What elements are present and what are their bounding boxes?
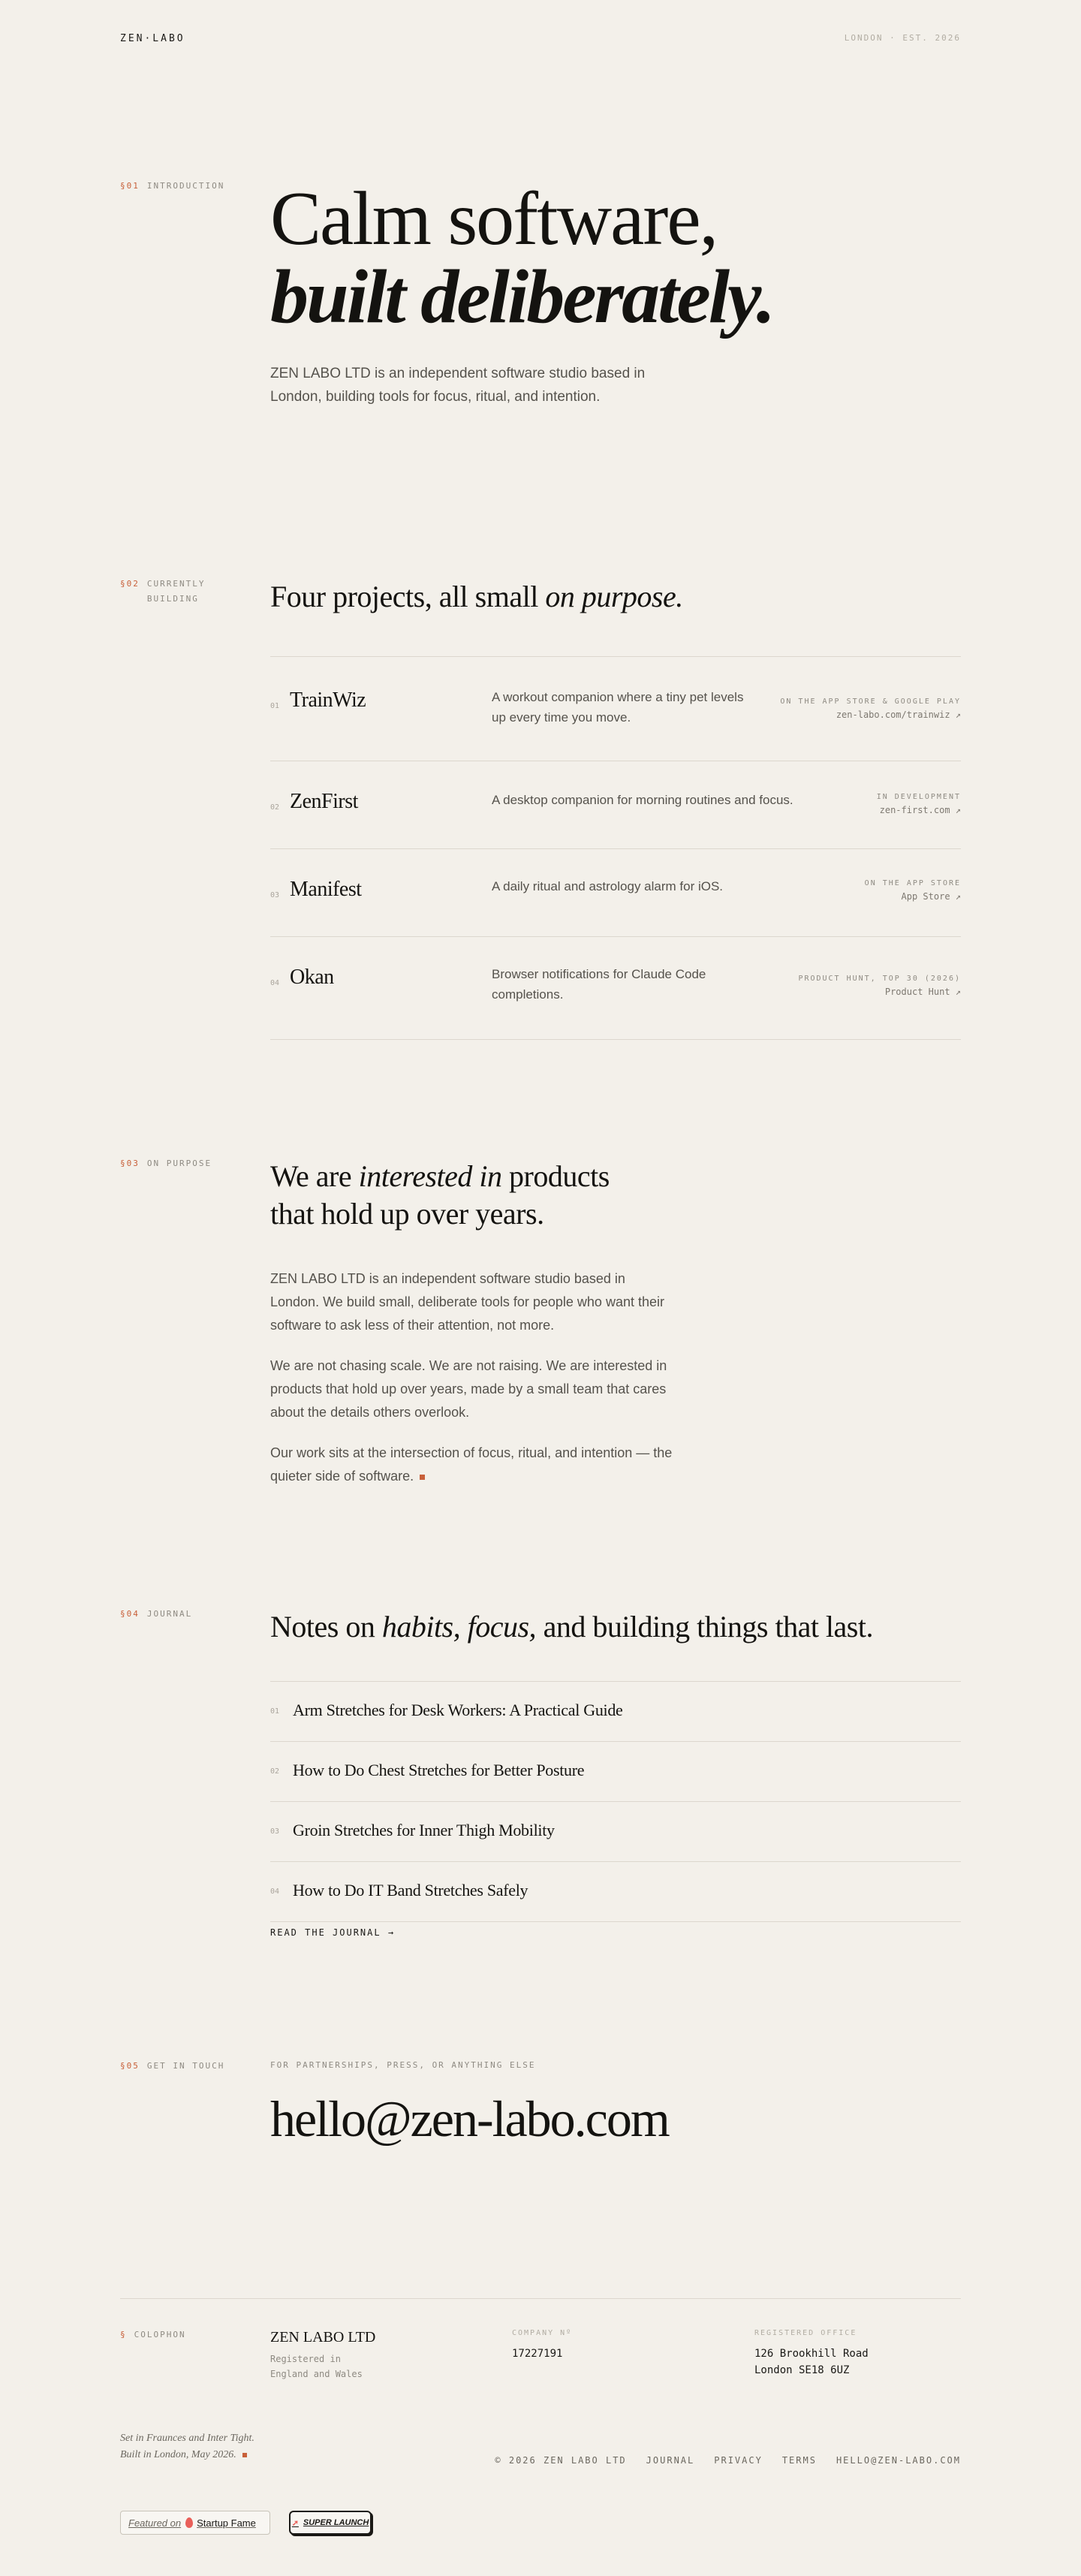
rocket-icon: ➚: [291, 2518, 299, 2528]
journal-item-title: How to Do IT Band Stretches Safely: [293, 1881, 528, 1900]
accent-dot: [242, 2453, 247, 2457]
badge-featured-text: Featured on: [128, 2517, 182, 2529]
office-line2: London SE18 6UZ: [754, 2364, 850, 2376]
project-link[interactable]: zen-first.com ↗: [879, 805, 961, 815]
project-status: ON THE APP STORE: [864, 879, 961, 887]
section-number: §02: [120, 579, 140, 589]
footer-link-journal[interactable]: JOURNAL: [646, 2455, 695, 2466]
section-label-text: INTRODUCTION: [146, 181, 225, 191]
purpose-paragraph-3-text: Our work sits at the intersection of focus, ritual, and intention — the quieter side of software.: [270, 1445, 673, 1484]
journal-list: [270, 1681, 961, 1922]
super-launch-badge[interactable]: [289, 2511, 372, 2535]
footer-link-email[interactable]: HELLO@ZEN-LABO.COM: [836, 2455, 961, 2466]
colophon-note: [120, 2430, 254, 2463]
purpose-title-b: products: [501, 1159, 610, 1193]
section-label-text: ON PURPOSE: [146, 1158, 212, 1168]
section-label-colophon: [120, 2327, 186, 2343]
project-name: Okan: [290, 966, 334, 989]
hero-subtitle: ZEN LABO LTD is an independent software studio based in London, building tools for focus, ritual, and intention.: [270, 366, 646, 405]
footer-link-privacy[interactable]: PRIVACY: [714, 2455, 763, 2466]
est-label: LONDON · EST. 2026: [844, 33, 961, 43]
project-row-trainwiz[interactable]: [270, 657, 961, 761]
project-name: ZenFirst: [290, 790, 358, 813]
project-link[interactable]: zen-labo.com/trainwiz ↗: [836, 710, 961, 720]
journal-item-title: Groin Stretches for Inner Thigh Mobility: [293, 1821, 555, 1839]
project-number: 02: [270, 803, 280, 812]
hero-title-line2: built deliberately.: [270, 255, 774, 339]
journal-item-title: Arm Stretches for Desk Workers: A Practical Guide: [293, 1701, 623, 1719]
purpose-paragraph-2: We are not chasing scale. We are not raising. We are interested in products that hold up over years, made by a small team that cares about the details others overlook.: [270, 1358, 667, 1420]
project-description: A workout companion where a tiny pet levels up every time you move.: [492, 690, 744, 725]
project-description: A desktop companion for morning routines and focus.: [492, 793, 793, 807]
purpose-title: [270, 1158, 610, 1233]
colophon-line2: [120, 2447, 254, 2463]
journal-item[interactable]: [270, 1682, 961, 1742]
hero-title: [270, 176, 774, 339]
flame-icon: [185, 2517, 193, 2528]
journal-item-number: 02: [270, 1767, 280, 1776]
section-number: §05: [120, 2061, 140, 2071]
footer-registered-line2: England and Wales: [270, 2369, 363, 2379]
footer-divider: [120, 2298, 961, 2299]
journal-title-b: and building things that last.: [536, 1610, 873, 1644]
section-label-contact: [120, 2059, 224, 2074]
section-label-text: COLOPHON: [134, 2330, 186, 2339]
project-status: IN DEVELOPMENT: [876, 793, 961, 801]
purpose-paragraph-3: [270, 1442, 676, 1488]
colophon-line1: Set in Fraunces and Inter Tight.: [120, 2433, 254, 2444]
project-row-okan[interactable]: [270, 937, 961, 1040]
section-number: §: [120, 2330, 127, 2339]
purpose-paragraph-1: ZEN LABO LTD is an independent software studio based in London. We build small, deliberate tools for people who want their software to ask less of their attention, not more.: [270, 1271, 664, 1333]
startup-fame-badge[interactable]: [120, 2511, 270, 2535]
purpose-title-italic: interested in: [358, 1159, 502, 1193]
project-number: 04: [270, 979, 280, 987]
section-label-journal: [120, 1607, 192, 1622]
colophon-line2-text: Built in London, May 2026.: [120, 2449, 236, 2460]
journal-item-number: 03: [270, 1827, 280, 1836]
project-row-zenfirst[interactable]: [270, 761, 961, 849]
projects-title: [270, 578, 683, 616]
projects-list: [270, 656, 961, 1040]
hero-title-line1: Calm software,: [270, 176, 718, 261]
company-number-label: COMPANY Nº: [512, 2329, 573, 2337]
project-name: TrainWiz: [290, 688, 366, 712]
journal-title-italic: habits, focus,: [381, 1610, 537, 1644]
purpose-title-a: We are: [270, 1159, 359, 1193]
company-number: 17227191: [512, 2348, 563, 2360]
section-label-text: GET IN TOUCH: [146, 2061, 225, 2071]
section-label-intro: [120, 179, 224, 194]
project-name: Manifest: [290, 878, 362, 901]
footer-nav: [495, 2455, 961, 2466]
read-journal-link[interactable]: READ THE JOURNAL →: [270, 1927, 396, 1938]
copyright: © 2026 ZEN LABO LTD: [495, 2455, 627, 2466]
section-number: §01: [120, 181, 140, 191]
journal-item-number: 04: [270, 1888, 280, 1896]
section-number: §04: [120, 1609, 140, 1619]
journal-item[interactable]: [270, 1802, 961, 1862]
project-link[interactable]: Product Hunt ↗: [884, 987, 961, 997]
project-number: 03: [270, 891, 280, 899]
accent-dot: [420, 1475, 425, 1480]
contact-email-link[interactable]: hello@zen-labo.com: [270, 2090, 669, 2147]
journal-item[interactable]: [270, 1742, 961, 1802]
footer-registered-line1: Registered in: [270, 2354, 341, 2364]
registered-office-address: [754, 2346, 869, 2379]
project-description: Browser notifications for Claude Code completions.: [492, 967, 706, 1002]
contact-sublabel: FOR PARTNERSHIPS, PRESS, OR ANYTHING ELSE: [270, 2060, 536, 2070]
section-label-building: [120, 577, 205, 607]
badge-name: Startup Fame: [197, 2517, 256, 2529]
footer-company-name: ZEN LABO LTD: [270, 2329, 376, 2346]
project-status: PRODUCT HUNT, TOP 30 (2026): [798, 975, 961, 983]
project-status: ON THE APP STORE & GOOGLE PLAY: [780, 697, 961, 706]
section-number: §03: [120, 1158, 140, 1168]
project-row-manifest[interactable]: [270, 849, 961, 937]
journal-item[interactable]: [270, 1862, 961, 1922]
project-number: 01: [270, 702, 280, 710]
section-label-text-2: BUILDING: [146, 594, 199, 604]
section-label-text: JOURNAL: [146, 1609, 193, 1619]
journal-item-title: How to Do Chest Stretches for Better Posture: [293, 1761, 585, 1779]
projects-title-main: Four projects, all small: [270, 580, 546, 613]
project-description: A daily ritual and astrology alarm for iOS.: [492, 879, 724, 893]
registered-office-label: REGISTERED OFFICE: [754, 2329, 857, 2337]
badge-name: SUPER LAUNCH: [303, 2518, 369, 2527]
brand-logo[interactable]: ZEN·LABO: [120, 33, 185, 44]
journal-title: [270, 1608, 873, 1646]
journal-title-a: Notes on: [270, 1610, 382, 1644]
footer-link-terms[interactable]: TERMS: [781, 2455, 817, 2466]
project-link[interactable]: App Store ↗: [901, 891, 961, 902]
section-label-text: CURRENTLY: [146, 579, 206, 589]
projects-title-italic: on purpose.: [545, 580, 683, 613]
office-line1: 126 Brookhill Road: [754, 2348, 869, 2360]
purpose-title-line2: that hold up over years.: [270, 1197, 544, 1231]
footer-registered: [270, 2352, 363, 2382]
journal-item-number: 01: [270, 1707, 280, 1716]
section-label-purpose: [120, 1156, 212, 1171]
